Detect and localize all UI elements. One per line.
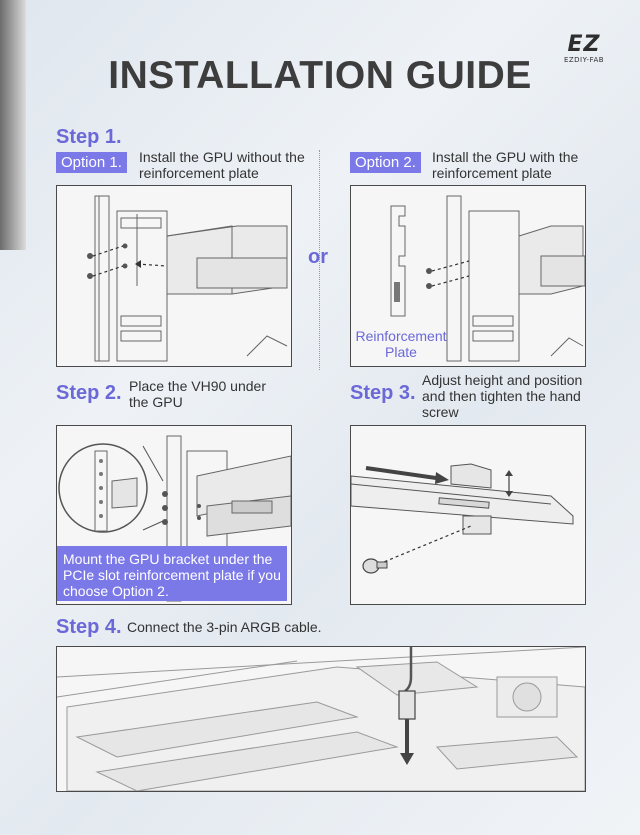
option2-text: Install the GPU with the reinforcement plate	[432, 149, 579, 181]
step2-label: Step 2.	[56, 382, 122, 404]
option2-illustration	[350, 185, 586, 367]
step3-drawing	[351, 426, 585, 604]
step2-text: Place the VH90 under the GPU	[129, 378, 266, 410]
step4-text: Connect the 3-pin ARGB cable.	[127, 619, 322, 635]
brand-mark: EZ	[567, 32, 601, 57]
step3-illustration	[350, 425, 586, 605]
brand-name: EZDIY-FAB	[563, 56, 605, 64]
or-label: or	[308, 246, 328, 268]
option1-drawing	[57, 186, 291, 366]
option1-illustration	[56, 185, 292, 367]
step4-drawing	[57, 647, 585, 791]
reinforcement-plate-label: Reinforcement Plate	[355, 328, 447, 360]
option2-badge: Option 2.	[350, 152, 421, 173]
step3-text: Adjust height and position and then tighten the hand screw	[422, 372, 583, 420]
step3-label: Step 3.	[350, 382, 416, 404]
step2-note: Mount the GPU bracket under the PCIe slot reinforcement plate if you choose Option 2.	[57, 546, 287, 601]
option1-badge: Option 1.	[56, 152, 127, 173]
option1-text: Install the GPU without the reinforcement plate	[139, 149, 305, 181]
page-title: INSTALLATION GUIDE	[108, 54, 532, 97]
step1-label: Step 1.	[56, 126, 122, 148]
step4-illustration	[56, 646, 586, 792]
edge-decoration	[0, 0, 26, 250]
step4-label: Step 4.	[56, 616, 122, 638]
